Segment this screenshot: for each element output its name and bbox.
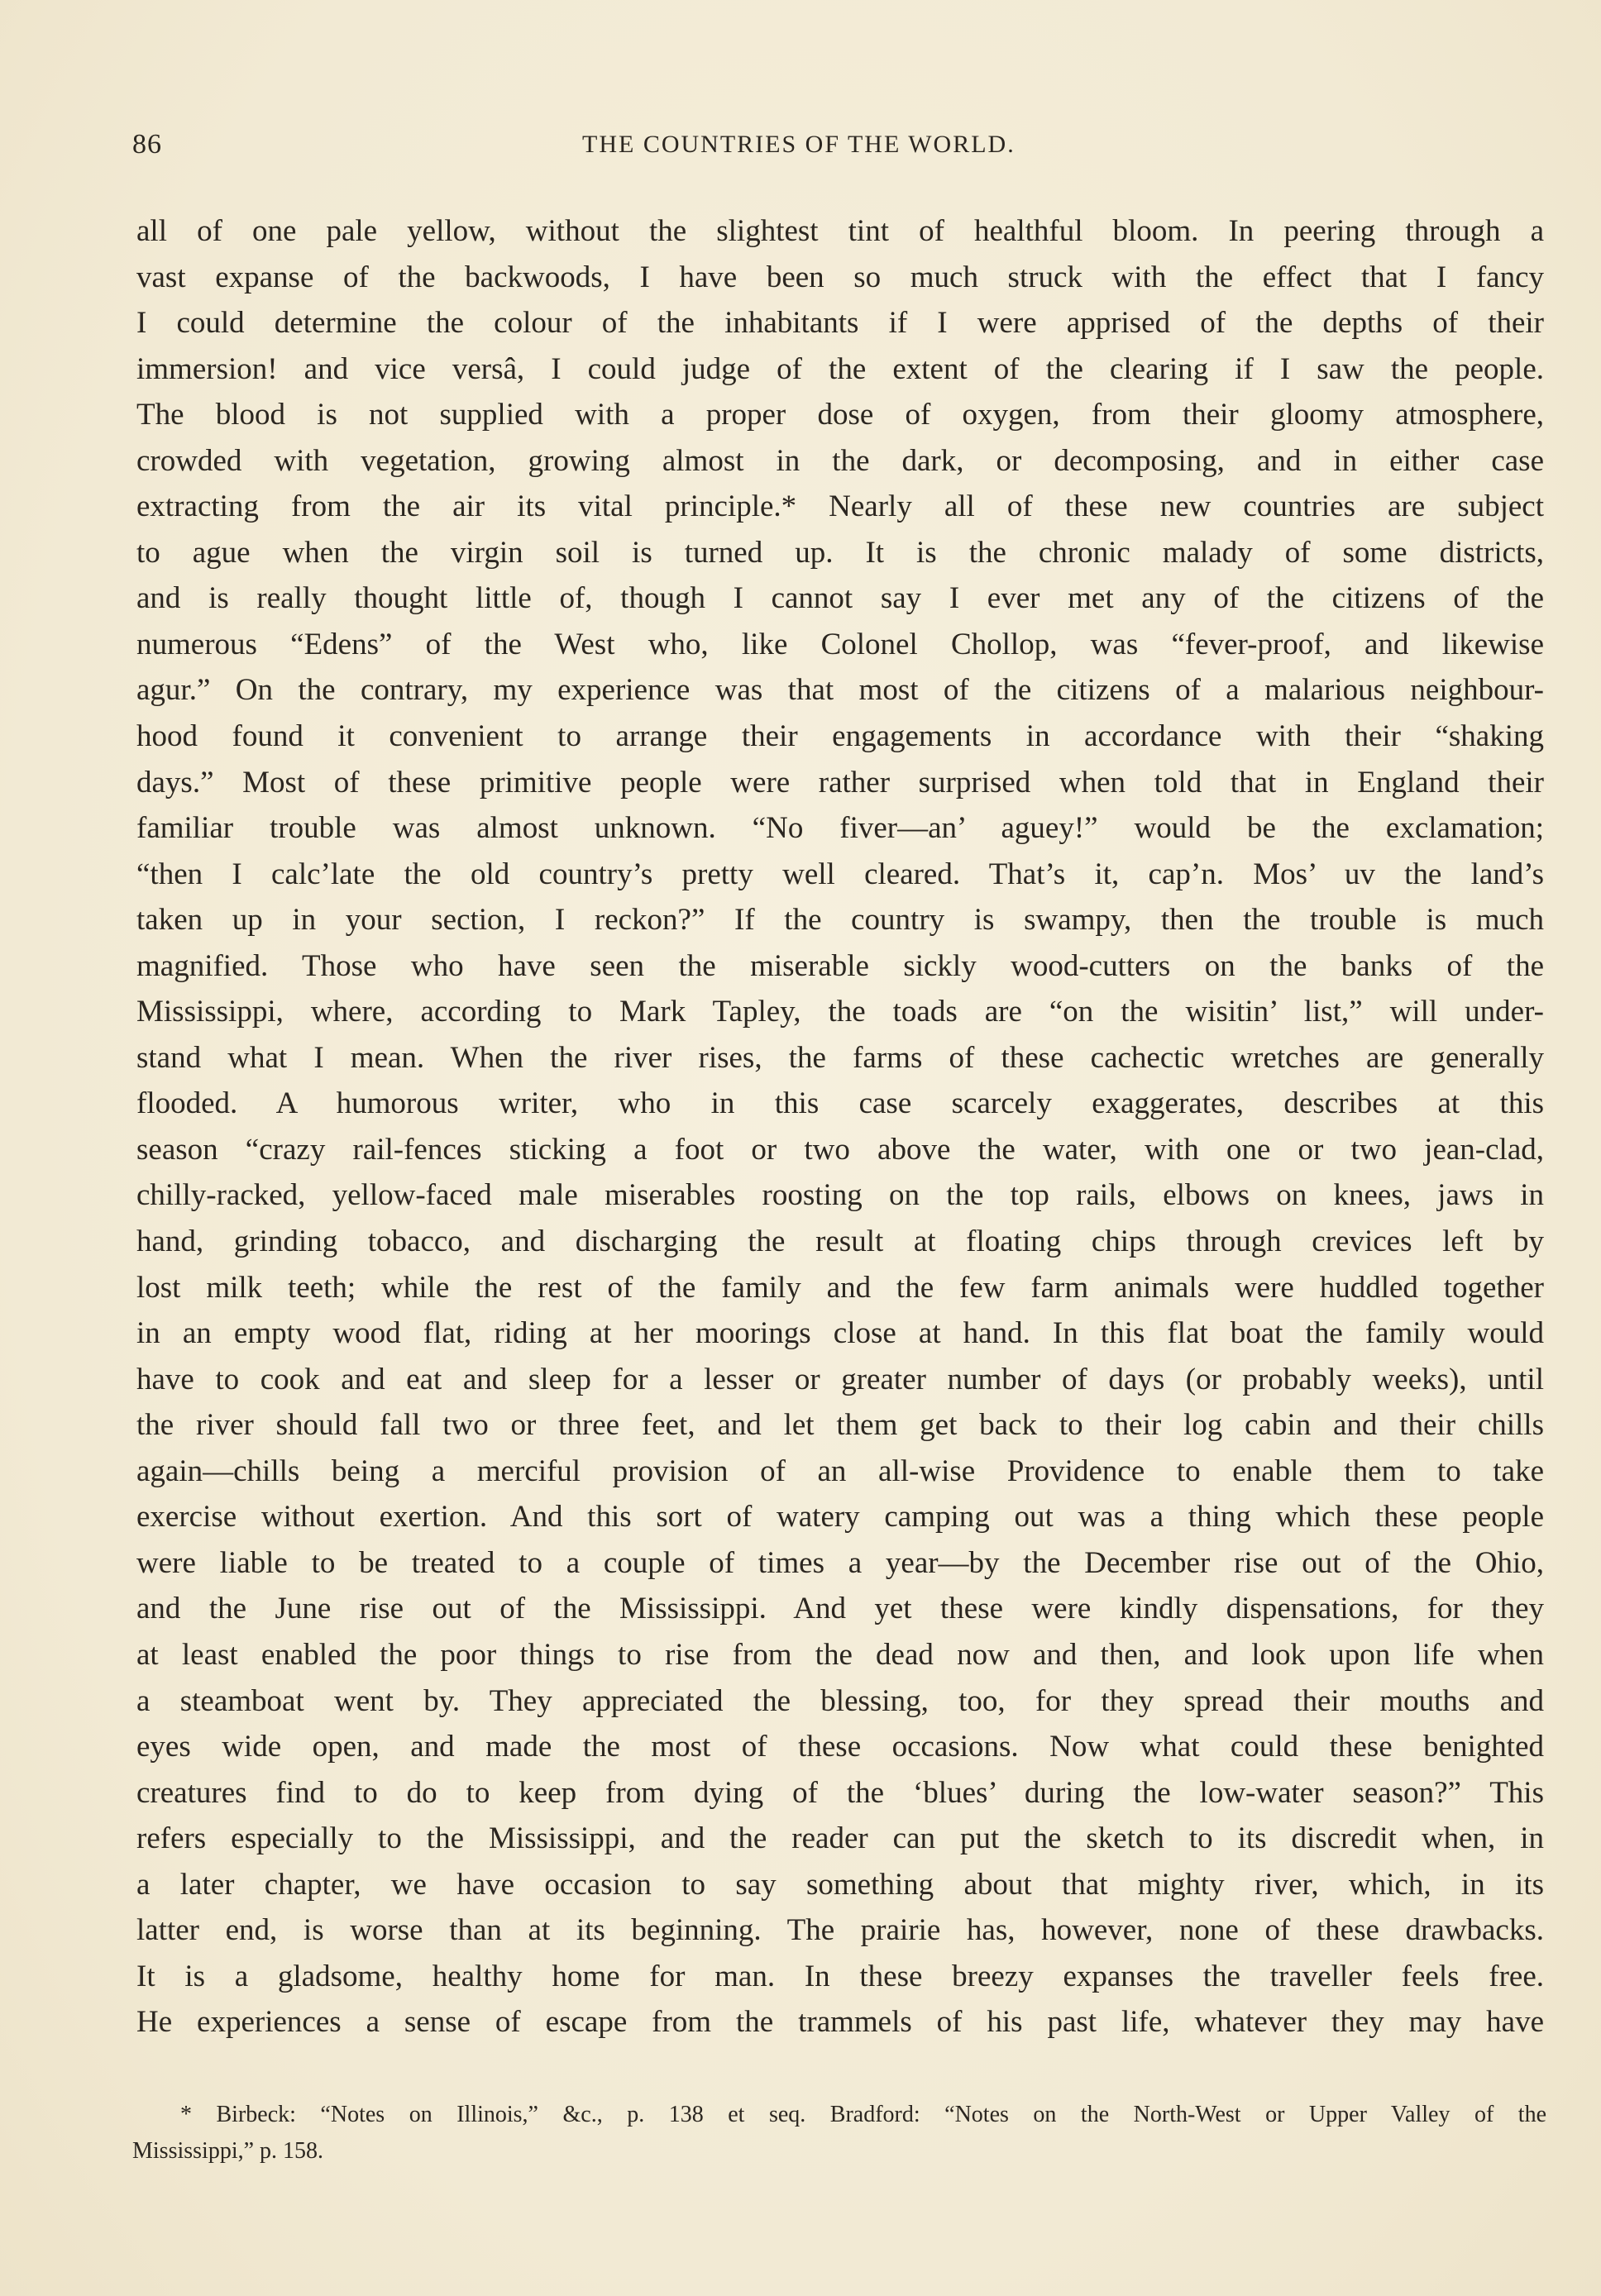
page-number: 86 xyxy=(132,129,162,160)
text-line: numerous “Edens” of the West who, like Colonel Chollop, was “fever-proof, and likewise xyxy=(136,627,1544,661)
text-line: days.” Most of these primitive people were rather surprised when told that in England their xyxy=(136,765,1544,800)
text-line: magnified. Those who have seen the miserable sickly wood-cutters on the banks of the xyxy=(136,948,1544,983)
text-line: immersion! and vice versâ, I could judge of the extent of the clearing if I saw the people. xyxy=(136,351,1544,386)
text-line: hood found it convenient to arrange their engagements in accordance with their “shaking xyxy=(136,719,1544,754)
text-line: creatures find to do to keep from dying of the ‘blues’ during the low-water season?” This xyxy=(136,1775,1544,1810)
text-line: stand what I mean. When the river rises, the farms of these cachectic wretches are generally xyxy=(136,1040,1544,1075)
body-text xyxy=(136,208,1544,2045)
text-line: again—chills being a merciful provision of an all-wise Providence to enable them to take xyxy=(136,1453,1544,1488)
footnote-line: * Birbeck: “Notes on Illinois,” &c., p. 138 et seq. Bradford: “Notes on the North-West or Upper Valley of the xyxy=(180,2102,1546,2127)
text-line: flooded. A humorous writer, who in this case scarcely exaggerates, describes at this xyxy=(136,1086,1544,1121)
text-line: exercise without exertion. And this sort of watery camping out was a thing which these people xyxy=(136,1500,1544,1535)
text-line: hand, grinding tobacco, and discharging the result at floating chips through crevices left by xyxy=(136,1224,1544,1259)
page-header xyxy=(132,129,1538,170)
footnote-line: Mississippi,” p. 158. xyxy=(132,2138,324,2164)
text-line: and is really thought little of, though I cannot say I ever met any of the citizens of the xyxy=(136,581,1544,616)
text-line: taken up in your section, I reckon?” If the country is swampy, then the trouble is much xyxy=(136,903,1544,938)
text-line: were liable to be treated to a couple of times a year—by the December rise out of the Ohio, xyxy=(136,1545,1544,1580)
text-line: a steamboat went by. They appreciated the blessing, too, for they spread their mouths and xyxy=(136,1683,1544,1718)
text-line: and the June rise out of the Mississippi. And yet these were kindly dispensations, for they xyxy=(136,1592,1544,1626)
text-line: He experiences a sense of escape from the trammels of his past life, whatever they may have xyxy=(136,2005,1544,2040)
text-line: familiar trouble was almost unknown. “No fiver—an’ aguey!” would be the exclamation; xyxy=(136,811,1544,846)
text-line: refers especially to the Mississippi, and the reader can put the sketch to its discredit when, in xyxy=(136,1821,1544,1856)
text-line: at least enabled the poor things to rise from the dead now and then, and look upon life when xyxy=(136,1637,1544,1672)
text-line: vast expanse of the backwoods, I have been so much struck with the effect that I fancy xyxy=(136,260,1544,294)
text-line: extracting from the air its vital principle.* Nearly all of these new countries are subject xyxy=(136,489,1544,524)
text-line: eyes wide open, and made the most of these occasions. Now what could these benighted xyxy=(136,1730,1544,1764)
text-line: in an empty wood flat, riding at her moorings close at hand. In this flat boat the family would xyxy=(136,1316,1544,1351)
text-line: I could determine the colour of the inhabitants if I were apprised of the depths of their xyxy=(136,306,1544,341)
text-line: It is a gladsome, healthy home for man. In these breezy expanses the traveller feels free. xyxy=(136,1959,1544,1993)
text-line: crowded with vegetation, growing almost in the dark, or decomposing, and in either case xyxy=(136,443,1544,478)
text-line: agur.” On the contrary, my experience was that most of the citizens of a malarious neighbour- xyxy=(136,673,1544,708)
text-line: have to cook and eat and sleep for a lesser or greater number of days (or probably weeks), until xyxy=(136,1362,1544,1396)
text-line: a later chapter, we have occasion to say something about that mighty river, which, in its xyxy=(136,1867,1544,1902)
text-line: lost milk teeth; while the rest of the family and the few farm animals were huddled together xyxy=(136,1270,1544,1305)
text-line: all of one pale yellow, without the slightest tint of healthful bloom. In peering through a xyxy=(136,214,1544,248)
text-line: to ague when the virgin soil is turned up. It is the chronic malady of some districts, xyxy=(136,535,1544,570)
text-line: latter end, is worse than at its beginning. The prairie has, however, none of these drawbacks. xyxy=(136,1913,1544,1948)
text-line: the river should fall two or three feet, and let them get back to their log cabin and their chills xyxy=(136,1408,1544,1443)
text-line: season “crazy rail-fences sticking a foot or two above the water, with one or two jean-clad, xyxy=(136,1132,1544,1167)
text-line: The blood is not supplied with a proper dose of oxygen, from their gloomy atmosphere, xyxy=(136,398,1544,432)
text-line: “then I calc’late the old country’s pretty well cleared. That’s it, cap’n. Mos’ uv the land’s xyxy=(136,857,1544,891)
running-head: THE COUNTRIES OF THE WORLD. xyxy=(582,131,1016,158)
text-line: Mississippi, where, according to Mark Tapley, the toads are “on the wisitin’ list,” will under- xyxy=(136,995,1544,1029)
text-line: chilly-racked, yellow-faced male miserables roosting on the top rails, elbows on knees, jaws in xyxy=(136,1178,1544,1213)
footnote xyxy=(132,2097,1546,2170)
